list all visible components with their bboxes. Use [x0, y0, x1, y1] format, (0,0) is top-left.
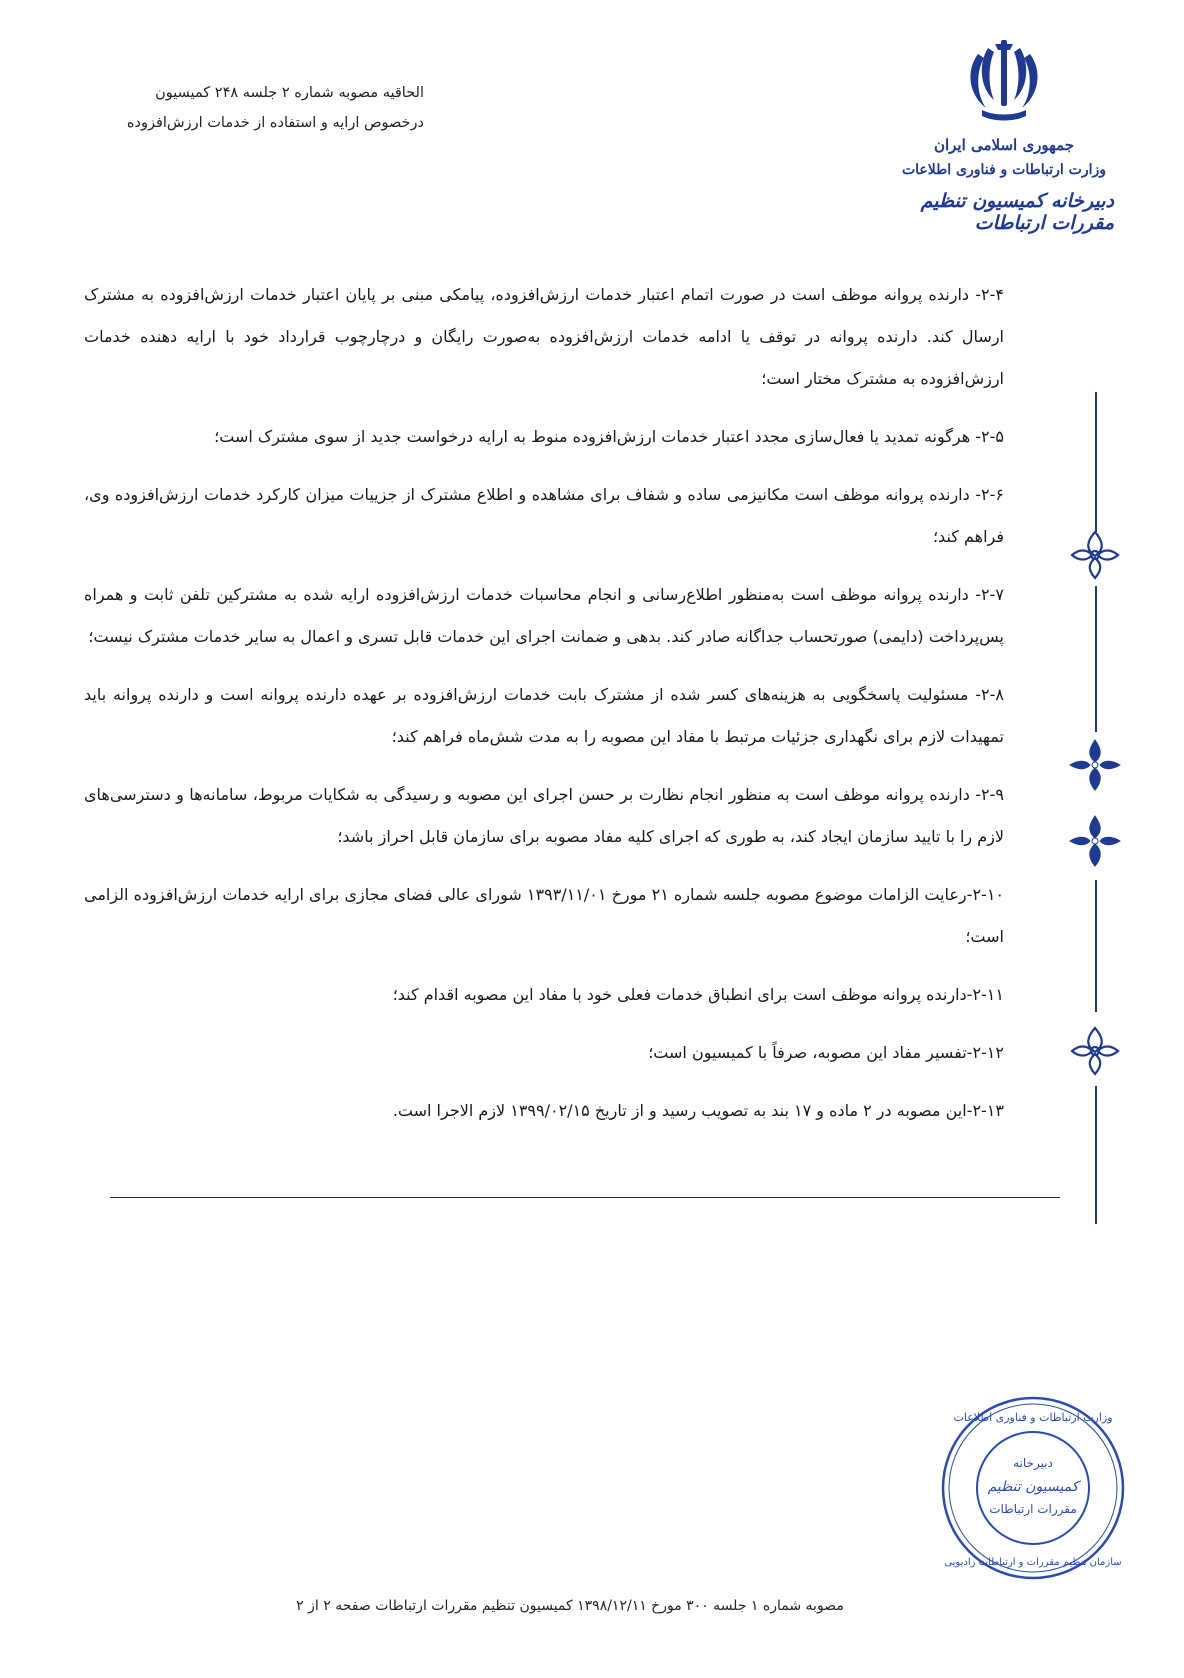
margin-rule — [1095, 392, 1097, 532]
clause-text: دارنده پروانه موظف است برای انطباق خدمات فعلی خود با مفاد این مصوبه اقدام کند؛ — [392, 985, 967, 1004]
stamp-outer-bottom: سازمان تنظیم مقررات و ارتباطات رادیویی — [944, 1557, 1122, 1568]
org-line-ministry: وزارت ارتباطات و فناوری اطلاعات — [901, 162, 1107, 178]
clause-2-5 — [84, 416, 1004, 458]
clause-2-7 — [84, 574, 1004, 658]
floral-ornament-icon — [1066, 1022, 1124, 1080]
page-footer: مصوبه شماره ۱ جلسه ۳۰۰ مورخ ۱۳۹۸/۱۲/۱۱ کمیسیون تنظیم مقررات ارتباطات صفحه ۲ از ۲ — [296, 1598, 844, 1614]
clause-text: رعایت الزامات موضوع مصوبه جلسه شماره ۲۱ مورخ ۱۳۹۳/۱۱/۰۱ شورای عالی فضای مجازی برای ارایه خدمات ارزش‌افزوده الزامی است؛ — [84, 885, 1004, 946]
clause-2-11 — [84, 974, 1004, 1016]
org-line-secretariat: دبیرخانه کمیسیون تنظیم مقررات ارتباطات — [920, 190, 1114, 234]
margin-rule — [1095, 1086, 1097, 1224]
clause-number: ۲-۹- — [975, 785, 1004, 804]
end-divider — [110, 1197, 1060, 1198]
clause-text: دارنده پروانه موظف است در صورت اتمام اعتبار خدمات ارزش‌افزوده، پیامکی مبنی بر پایان اعتبار خدمات ارزش‌افزوده به مشترک ارسال کند. دارنده پروانه در توقف یا ادامه خدمات ارزش‌افزوده به‌صورت رایگان و درچارچوب قرارداد خود با ارایه دهنده خدمات ارزش‌افزوده به مشترک مختار است؛ — [84, 285, 1004, 388]
clause-2-6 — [84, 474, 1004, 558]
clause-text: دارنده پروانه موظف است به منظور انجام نظارت بر حسن اجرای این مصوبه و رسیدگی به شکایات مربوط، سامانه‌ها و دسترسی‌های لازم را با تایید سازمان ایجاد کند، به طوری که اجرای کلیه مفاد مصوبه برای سازمان قابل احراز باشد؛ — [84, 785, 1004, 846]
org-line-country: جمهوری اسلامی ایران — [933, 136, 1075, 154]
clause-number: ۲-۶- — [975, 485, 1004, 504]
clause-text: این مصوبه در ۲ ماده و ۱۷ بند به تصویب رسید و از تاریخ ۱۳۹۹/۰۲/۱۵ لازم الاجرا است. — [392, 1101, 967, 1120]
floral-ornament-icon — [1066, 736, 1124, 794]
clause-2-4 — [84, 274, 1004, 400]
stamp-inner-line: مقررات ارتباطات — [989, 1502, 1077, 1516]
clause-2-12 — [84, 1032, 1004, 1074]
clause-number: ۲-۱۲- — [966, 1043, 1004, 1062]
document-title — [104, 78, 424, 138]
clause-number: ۲-۱۳- — [966, 1101, 1004, 1120]
letterhead — [894, 36, 1114, 234]
clause-text: تفسیر مفاد این مصوبه، صرفاً با کمیسیون است؛ — [648, 1043, 967, 1062]
clause-2-10 — [84, 874, 1004, 958]
stamp-outer-top: وزارت ارتباطات و فناوری اطلاعات — [953, 1411, 1113, 1424]
stamp-inner-line: دبیرخانه — [1013, 1456, 1053, 1470]
clause-number: ۲-۱۰- — [966, 885, 1005, 904]
clause-number: ۲-۴- — [975, 285, 1005, 304]
floral-ornament-icon — [1066, 812, 1124, 870]
official-stamp-icon — [938, 1393, 1128, 1583]
clause-number: ۲-۵- — [975, 427, 1004, 446]
clause-number: ۲-۱۱- — [966, 985, 1004, 1004]
title-line-1: الحاقیه مصوبه شماره ۲ جلسه ۲۴۸ کمیسیون — [155, 85, 424, 101]
clause-text: دارنده پروانه موظف است مکانیزمی ساده و شفاف برای مشاهده و اطلاع مشترک از جزییات میزان کارکرد خدمات ارزش‌افزوده وی، فراهم کند؛ — [84, 485, 1004, 546]
margin-rule — [1095, 880, 1097, 1012]
floral-ornament-icon — [1066, 526, 1124, 584]
clause-number: ۲-۸- — [975, 685, 1005, 704]
clause-2-8 — [84, 674, 1004, 758]
title-line-2: درخصوص ارایه و استفاده از خدمات ارزش‌افزوده — [126, 115, 424, 131]
clause-number: ۲-۷- — [975, 585, 1004, 604]
iran-emblem-icon — [964, 36, 1044, 122]
document-body — [84, 274, 1004, 1148]
clause-text: مسئولیت پاسخگویی به هزینه‌های کسر شده از مشترک بابت خدمات ارزش‌افزوده بر عهده دارنده پروانه است و دارنده پروانه باید تمهیدات لازم برای نگهداری جزئیات مرتبط با مفاد این مصوبه را به مدت شش‌ماه فراهم کند؛ — [84, 685, 1004, 746]
clause-text: دارنده پروانه موظف است به‌منظور اطلاع‌رسانی و انجام محاسبات خدمات ارزش‌افزوده ارایه شده به مشترکین تلفن ثابت و همراه پس‌پرداخت (دایمی) صورتحساب جداگانه صادر کند. بدهی و ضمانت اجرای این خدمات قابل تسری و اعمال به سایر خدمات مشترک نیست؛ — [84, 585, 1004, 646]
margin-rule — [1095, 586, 1097, 732]
clause-2-9 — [84, 774, 1004, 858]
clause-text: هرگونه تمدید یا فعال‌سازی مجدد اعتبار خدمات ارزش‌افزوده منوط به ارایه درخواست جدید از سوی مشترک است؛ — [214, 427, 971, 446]
stamp-inner-line: کمیسیون تنظیم — [987, 1479, 1079, 1495]
clause-2-13 — [84, 1090, 1004, 1132]
